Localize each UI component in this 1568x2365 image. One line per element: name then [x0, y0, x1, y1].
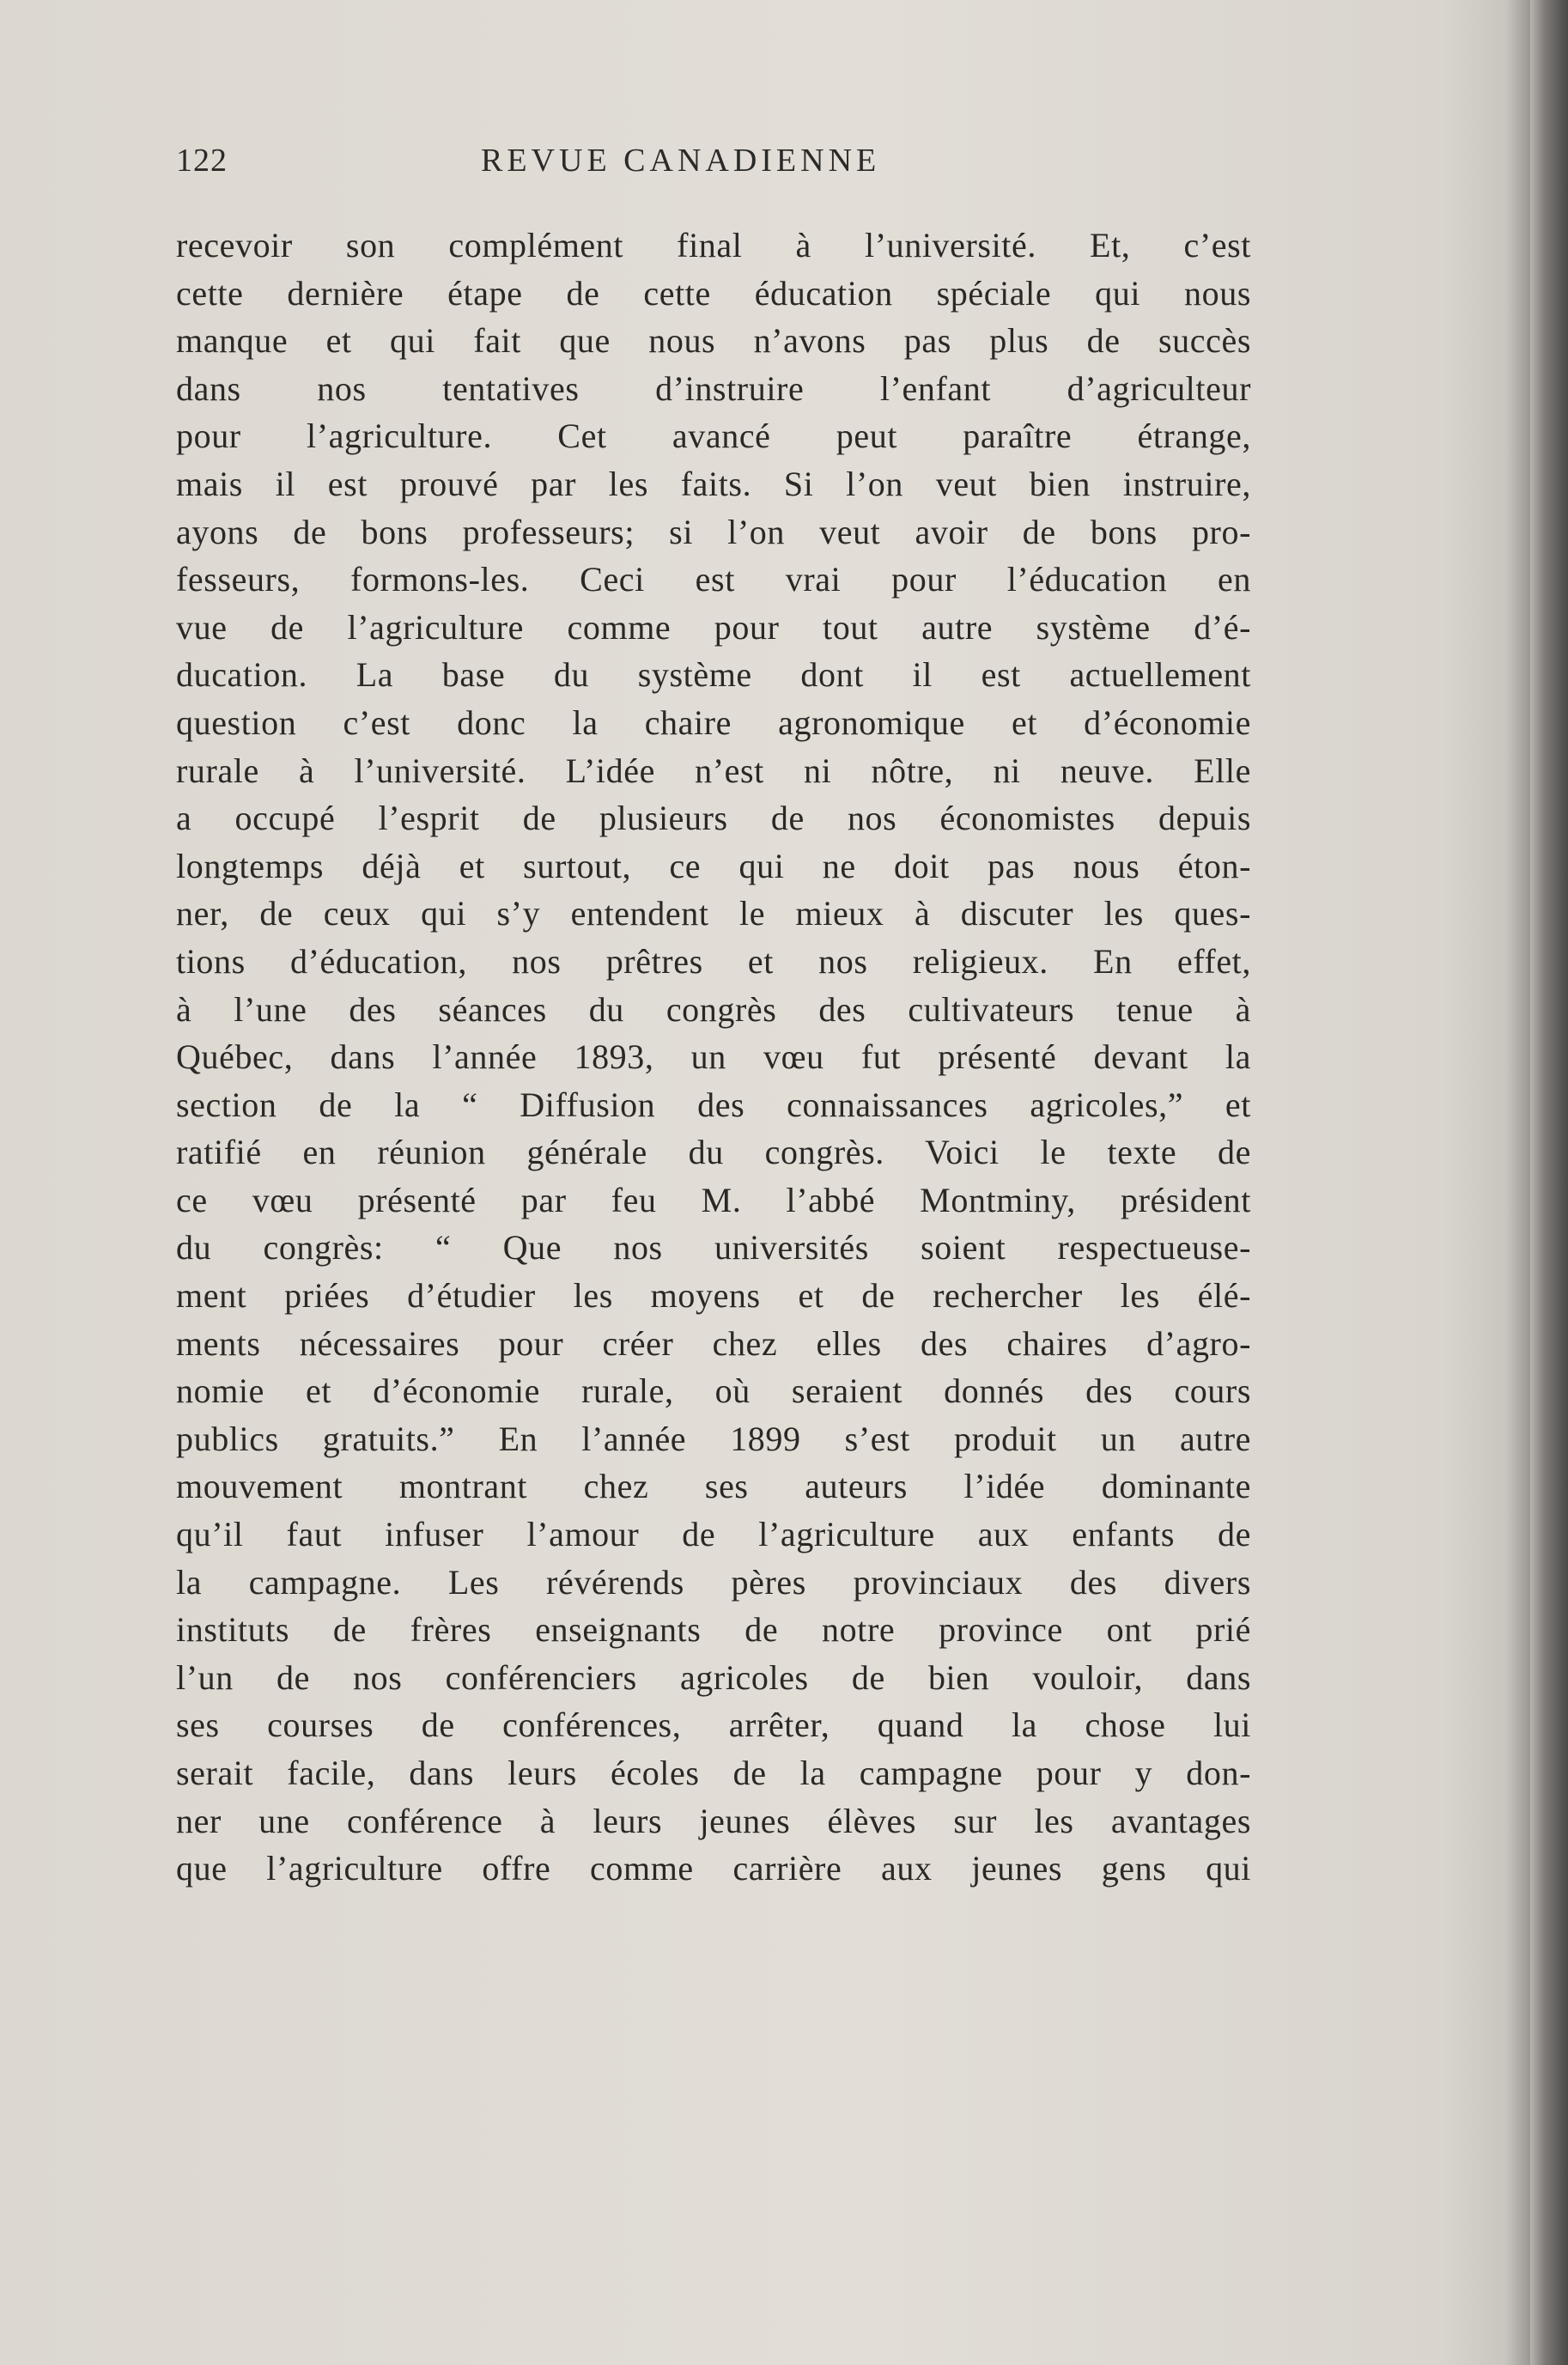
text-line: du congrès: “ Que nos universités soient respectueuse-	[176, 1228, 1251, 1268]
text-line: nomie et d’économie rurale, où seraient donnés des cours	[176, 1371, 1251, 1411]
text-line: fesseurs, formons-les. Ceci est vrai pour l’éducation en	[176, 560, 1251, 599]
page-edge-shadow	[1530, 0, 1568, 2365]
text-line: cette dernière étape de cette éducation spéciale qui nous	[176, 273, 1251, 313]
text-line: publics gratuits.” En l’année 1899 s’est produit un autre	[176, 1419, 1251, 1458]
text-line: instituts de frères enseignants de notre province ont prié	[176, 1610, 1251, 1650]
text-line: pour l’agriculture. Cet avancé peut paraître étrange,	[176, 416, 1251, 456]
text-line: ment priées d’étudier les moyens et de rechercher les élé-	[176, 1276, 1251, 1316]
text-line: ce vœu présenté par feu M. l’abbé Montminy, président	[176, 1180, 1251, 1219]
text-line: la campagne. Les révérends pères provinciaux des divers	[176, 1562, 1251, 1602]
running-head	[176, 142, 1249, 193]
text-line: serait facile, dans leurs écoles de la campagne pour y don-	[176, 1754, 1251, 1792]
text-line: mouvement montrant chez ses auteurs l’idée dominante	[176, 1467, 1251, 1506]
text-line: ratifié en réunion générale du congrès. Voici le texte de	[176, 1133, 1251, 1172]
text-line: vue de l’agriculture comme pour tout autre système d’é-	[176, 607, 1251, 647]
text-line: ayons de bons professeurs; si l’on veut avoir de bons pro-	[176, 512, 1251, 551]
body-text	[176, 222, 1251, 1893]
text-line: l’un de nos conférenciers agricoles de bien vouloir, dans	[176, 1657, 1251, 1697]
text-line: ducation. La base du système dont il est actuellement	[176, 655, 1251, 695]
text-line: tions d’éducation, nos prêtres et nos religieux. En effet,	[176, 941, 1251, 981]
text-line: mais il est prouvé par les faits. Si l’on veut bien instruire,	[176, 464, 1251, 503]
text-line: recevoir son complément final à l’université. Et, c’est	[176, 226, 1251, 264]
text-line: a occupé l’esprit de plusieurs de nos économistes depuis	[176, 799, 1251, 838]
text-line: ments nécessaires pour créer chez elles des chaires d’agro-	[176, 1323, 1251, 1363]
text-line: section de la “ Diffusion des connaissances agricoles,” et	[176, 1085, 1251, 1124]
text-line: dans nos tentatives d’instruire l’enfant d’agriculteur	[176, 368, 1251, 408]
text-line: ner, de ceux qui s’y entendent le mieux à discuter les ques-	[176, 894, 1251, 933]
text-line: que l’agriculture offre comme carrière aux jeunes gens qui	[176, 1849, 1251, 1888]
text-line: question c’est donc la chaire agronomique et d’économie	[176, 702, 1251, 742]
text-line: à l’une des séances du congrès des cultivateurs tenue à	[176, 989, 1251, 1029]
text-line: ner une conférence à leurs jeunes élèves sur les avantages	[176, 1801, 1251, 1840]
page-number: 122	[176, 143, 228, 179]
text-line: Québec, dans l’année 1893, un vœu fut présenté devant la	[176, 1037, 1251, 1077]
text-line: qu’il faut infuser l’amour de l’agriculture aux enfants de	[176, 1515, 1251, 1554]
text-line: manque et qui fait que nous n’avons pas plus de succès	[176, 321, 1251, 361]
text-line: rurale à l’université. L’idée n’est ni nôtre, ni neuve. Elle	[176, 751, 1251, 790]
journal-title: REVUE CANADIENNE	[481, 143, 881, 179]
text-line: ses courses de conférences, arrêter, quand la chose lui	[176, 1705, 1251, 1745]
text-line: longtemps déjà et surtout, ce qui ne doit pas nous éton-	[176, 846, 1251, 885]
